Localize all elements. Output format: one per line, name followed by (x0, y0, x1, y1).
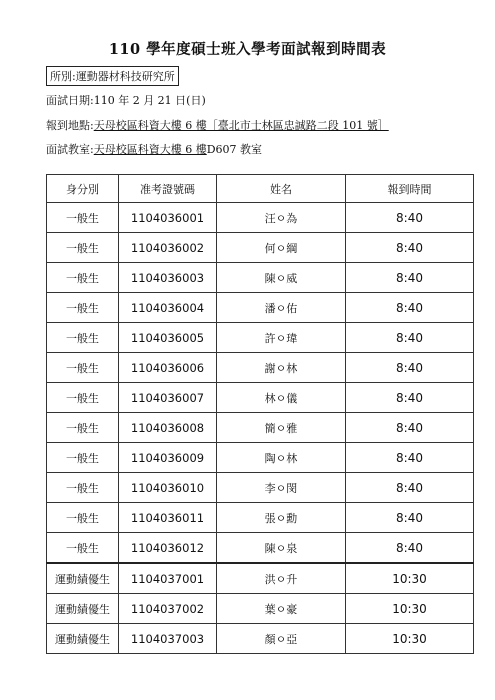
table-row (47, 233, 474, 263)
cell-type: 運動績優生 (47, 563, 119, 594)
location-label: 報到地點: (46, 119, 94, 132)
header-type: 身分別 (47, 175, 119, 203)
cell-id: 1104036001 (119, 203, 217, 233)
cell-name: 謝ㅇ林 (217, 353, 346, 383)
table-row (47, 443, 474, 473)
cell-name: 何ㅇ綱 (217, 233, 346, 263)
cell-type: 一般生 (47, 473, 119, 503)
table-row (47, 263, 474, 293)
header-name: 姓名 (217, 175, 346, 203)
department-label: 所別:運動器材科技研究所 (46, 66, 179, 86)
cell-name: 簡ㅇ雅 (217, 413, 346, 443)
interview-date: 面試日期:110 年 2 月 21 日(日) (46, 94, 206, 107)
cell-id: 1104036003 (119, 263, 217, 293)
cell-time: 8:40 (346, 473, 474, 503)
check-in-table (46, 174, 474, 654)
cell-type: 一般生 (47, 443, 119, 473)
table-row (47, 503, 474, 533)
cell-id: 1104036007 (119, 383, 217, 413)
cell-time: 8:40 (346, 443, 474, 473)
cell-type: 運動績優生 (47, 624, 119, 654)
cell-name: 張ㅇ勳 (217, 503, 346, 533)
header-id: 准考證號碼 (119, 175, 217, 203)
cell-type: 一般生 (47, 503, 119, 533)
cell-time: 8:40 (346, 413, 474, 443)
cell-id: 1104036004 (119, 293, 217, 323)
table-header-row (47, 175, 474, 203)
room-label: 面試教室: (46, 143, 94, 156)
interview-room (46, 141, 262, 157)
table-row (47, 323, 474, 353)
cell-id: 1104036006 (119, 353, 217, 383)
cell-id: 1104036010 (119, 473, 217, 503)
cell-type: 一般生 (47, 413, 119, 443)
table-row (47, 624, 474, 654)
cell-time: 10:30 (346, 563, 474, 594)
table-row (47, 533, 474, 564)
cell-id: 1104036005 (119, 323, 217, 353)
table-row (47, 203, 474, 233)
cell-type: 一般生 (47, 233, 119, 263)
cell-type: 一般生 (47, 353, 119, 383)
table-body (47, 203, 474, 654)
cell-name: 顏ㅇ亞 (217, 624, 346, 654)
cell-time: 8:40 (346, 503, 474, 533)
cell-type: 一般生 (47, 533, 119, 564)
cell-name: 李ㅇ閔 (217, 473, 346, 503)
cell-id: 1104036009 (119, 443, 217, 473)
cell-id: 1104037002 (119, 594, 217, 624)
table-row (47, 473, 474, 503)
cell-name: 陳ㅇ威 (217, 263, 346, 293)
table-row (47, 594, 474, 624)
location-value: 天母校區科資大樓 6 樓［臺北市士林區忠誠路二段 101 號］ (93, 119, 389, 132)
cell-name: 陶ㅇ林 (217, 443, 346, 473)
cell-id: 1104037001 (119, 563, 217, 594)
cell-name: 洪ㅇ升 (217, 563, 346, 594)
cell-time: 8:40 (346, 233, 474, 263)
room-value: 天母校區科資大樓 6 樓 (93, 143, 207, 156)
cell-type: 一般生 (47, 323, 119, 353)
cell-time: 8:40 (346, 203, 474, 233)
table-row (47, 413, 474, 443)
cell-time: 8:40 (346, 323, 474, 353)
table-row (47, 563, 474, 594)
room-suffix: D607 教室 (206, 143, 263, 156)
cell-id: 1104036012 (119, 533, 217, 564)
cell-type: 一般生 (47, 293, 119, 323)
cell-type: 一般生 (47, 203, 119, 233)
cell-time: 8:40 (346, 293, 474, 323)
cell-type: 一般生 (47, 263, 119, 293)
cell-name: 許ㅇ瑋 (217, 323, 346, 353)
cell-name: 陳ㅇ泉 (217, 533, 346, 564)
cell-type: 一般生 (47, 383, 119, 413)
check-in-location (46, 117, 389, 133)
cell-time: 8:40 (346, 353, 474, 383)
cell-name: 林ㅇ儀 (217, 383, 346, 413)
cell-time: 10:30 (346, 624, 474, 654)
cell-name: 汪ㅇ為 (217, 203, 346, 233)
cell-id: 1104036008 (119, 413, 217, 443)
document-title: 110 學年度碩士班入學考面試報到時間表 (108, 41, 387, 58)
table-row (47, 383, 474, 413)
cell-time: 8:40 (346, 383, 474, 413)
header-time: 報到時間 (346, 175, 474, 203)
cell-id: 1104037003 (119, 624, 217, 654)
cell-id: 1104036002 (119, 233, 217, 263)
cell-time: 8:40 (346, 533, 474, 564)
cell-type: 運動績優生 (47, 594, 119, 624)
cell-name: 葉ㅇ豪 (217, 594, 346, 624)
table-row (47, 353, 474, 383)
cell-time: 8:40 (346, 263, 474, 293)
cell-name: 潘ㅇ佑 (217, 293, 346, 323)
cell-id: 1104036011 (119, 503, 217, 533)
cell-time: 10:30 (346, 594, 474, 624)
table-row (47, 293, 474, 323)
